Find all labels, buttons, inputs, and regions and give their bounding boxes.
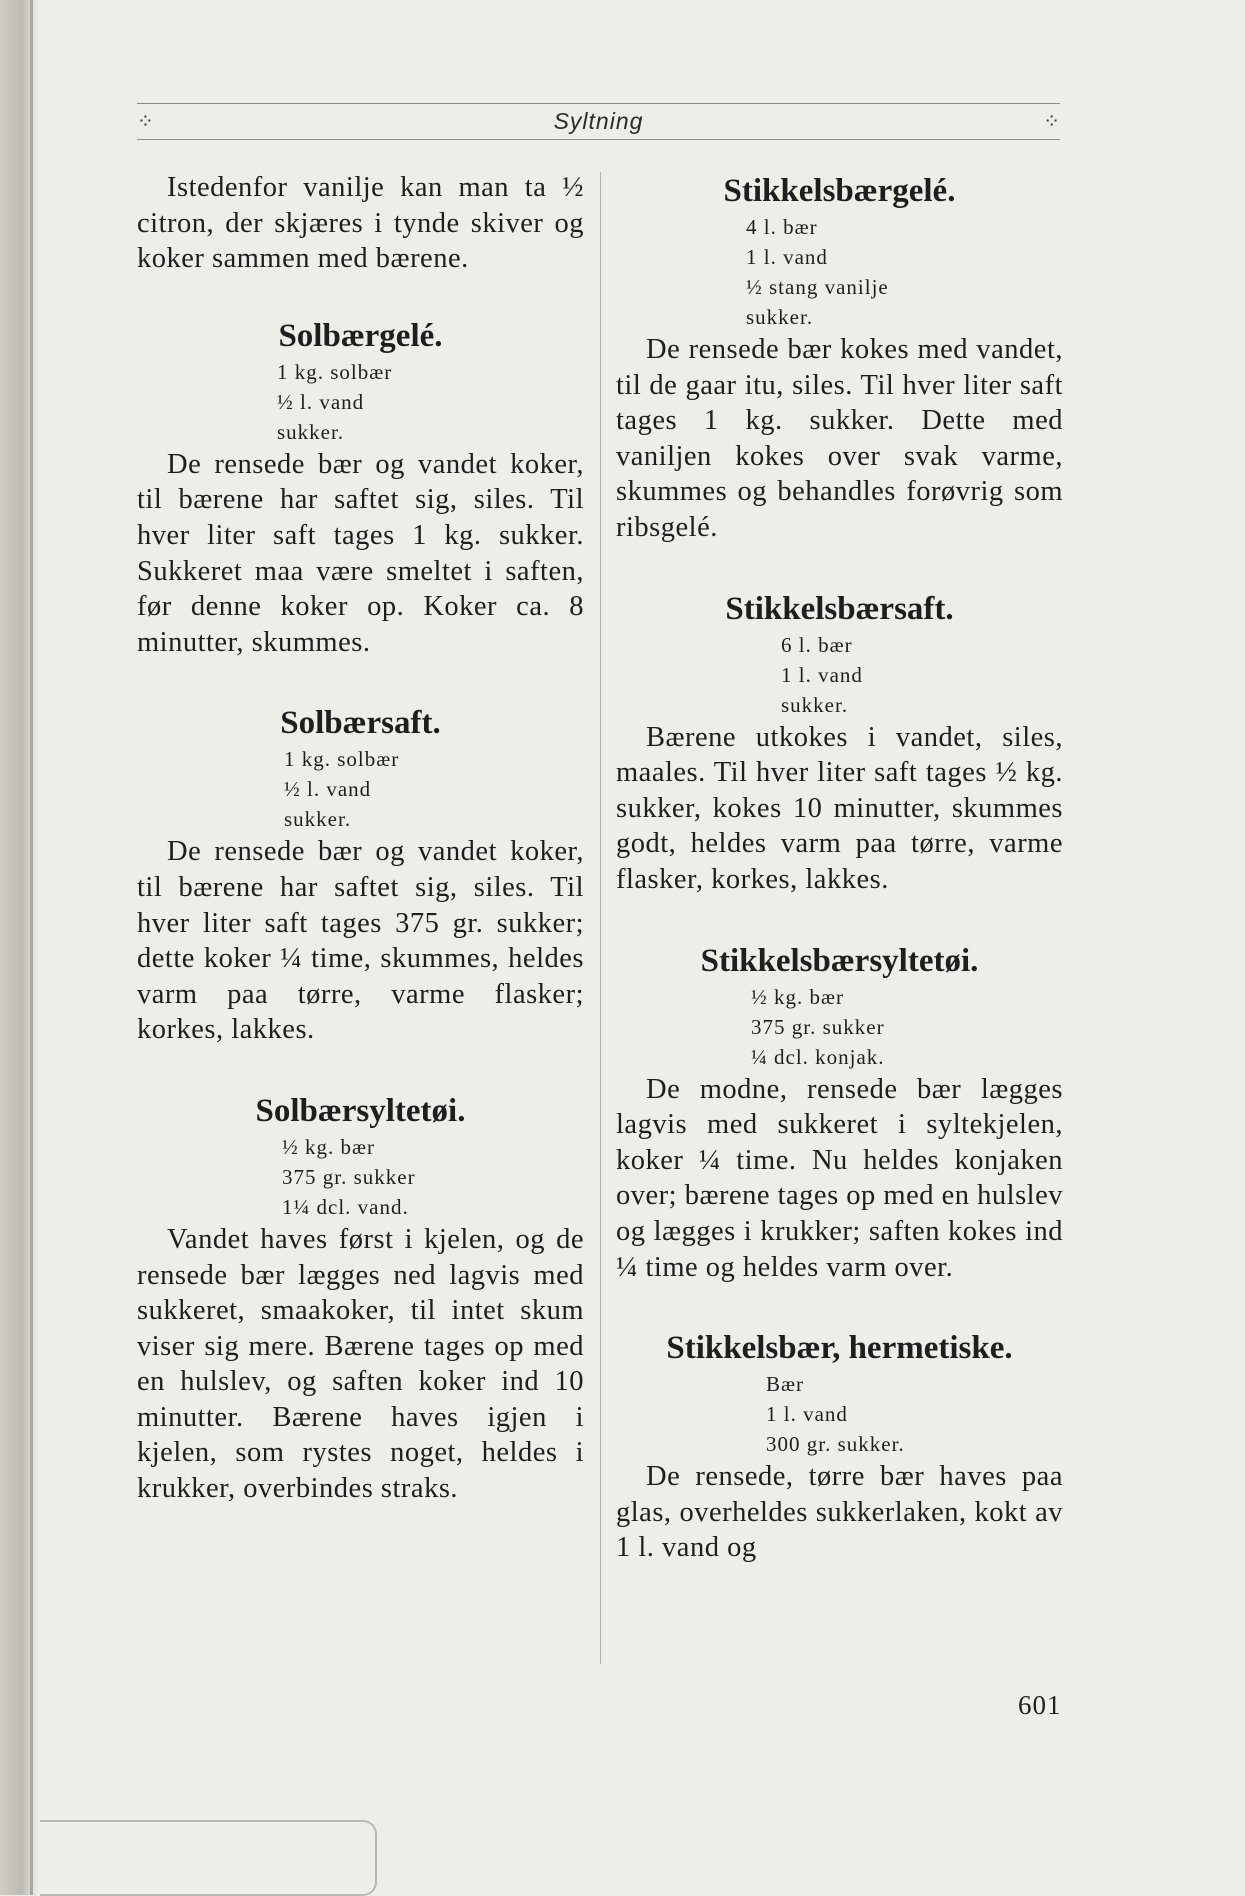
column-divider (600, 172, 601, 1664)
recipe-title: Solbærgelé. (278, 317, 443, 354)
ingredient-list (616, 1369, 1063, 1459)
ingredient-list (616, 982, 1063, 1072)
ingredient-list (137, 744, 584, 834)
recipe-title: Stikkelsbærgelé. (723, 173, 956, 209)
recipe (137, 1090, 584, 1507)
intro-paragraph: Istedenfor vanilje kan man ta ½ citron, der skjæres i tynde skiver og koker sammen med bærene. (137, 172, 584, 275)
ingredient: 375 gr. sukker (751, 1014, 885, 1039)
ingredient: 375 gr. sukker (282, 1164, 416, 1189)
ingredient: ¼ dcl. konjak. (751, 1044, 885, 1069)
ingredient: 4 l. bær (746, 215, 818, 239)
right-column (616, 170, 1063, 1566)
ingredient: ½ kg. bær (282, 1134, 375, 1159)
recipe-title: Stikkelsbærsaft. (725, 590, 954, 627)
recipe-title: Solbærsyltetøi. (255, 1092, 466, 1129)
left-column (137, 170, 584, 1507)
ingredient: ½ kg. bær (751, 984, 844, 1009)
ingredient: 1¼ dcl. vand. (282, 1194, 409, 1219)
ingredient: sukker. (277, 419, 345, 444)
ingredient: 6 l. bær (781, 632, 853, 657)
ingredient: Bær (766, 1372, 805, 1397)
ingredient: 1 l. vand (766, 1402, 848, 1427)
ingredient: 300 gr. sukker. (766, 1432, 905, 1457)
ingredient: 1 kg. solbær (277, 359, 393, 384)
ingredient: sukker. (781, 692, 849, 717)
recipe-text: De modne, rensede bær lægges lagvis med sukkeret i syltekjelen, koker ¼ time. Nu heldes konjaken over; bærene tages op med en hulslev og lægges i krukker; saften kokes ind ¼ time og heldes varm over. (616, 1073, 1063, 1283)
left-ornament-icon: ⁘ (137, 109, 154, 133)
recipe (616, 170, 1063, 546)
right-ornament-icon: ⁘ (1043, 109, 1060, 133)
page-number: 601 (1018, 1690, 1062, 1720)
header-top-rule (137, 103, 1060, 104)
running-header-title: Syltning (553, 108, 644, 134)
ingredient-list (137, 1132, 584, 1222)
ingredient: ½ l. vand (284, 777, 372, 802)
recipe (616, 588, 1063, 898)
recipe (137, 315, 584, 661)
recipe-text: De rensede bær og vandet koker, til bærene har saftet sig, siles. Til hver liter saft tages 375 gr. sukker; dette koker ¼ time, skummes, heldes varm paa tørre, varme flasker; korkes, lakkes. (137, 836, 584, 1046)
ingredient: sukker. (284, 807, 352, 832)
ingredient: ½ l. vand (277, 389, 365, 414)
ingredient: 1 l. vand (781, 662, 863, 687)
ingredient: ½ stang vanilje (746, 275, 889, 299)
running-header (137, 106, 1060, 136)
ingredient: 1 kg. solbær (284, 747, 400, 772)
binding-tab (40, 1820, 377, 1896)
recipe-text: De rensede, tørre bær haves paa glas, overheldes sukkerlaken, kokt av 1 l. vand og (616, 1461, 1063, 1564)
recipe-text: Bærene utkokes i vandet, siles, maales. Til hver liter saft tages ½ kg. sukker, kokes 10 minutter, skummes godt, heldes varm paa tørre, varme flasker, korkes, lakkes. (616, 721, 1063, 895)
recipe (137, 702, 584, 1048)
recipe-title: Stikkelsbær, hermetiske. (666, 1330, 1013, 1367)
ingredient-list (616, 630, 1063, 720)
recipe (616, 1327, 1063, 1566)
recipe-text: Vandet haves først i kjelen, og de rensede bær lægges ned lagvis med sukkeret, smaakoker, til intet skum viser sig mere. Bærene tages op med en hulslev, og saften koker ind 10 minutter. Bærene haves igjen i kjelen, som rystes noget, heldes i krukker, overbindes straks. (137, 1223, 584, 1505)
ingredient: sukker. (746, 305, 814, 329)
ingredient: 1 l. vand (746, 245, 828, 269)
header-bottom-rule (137, 139, 1060, 140)
recipe-text: De rensede bær kokes med vandet, til de gaar itu, siles. Til hver liter saft tages 1 kg. sukker. Dette med vaniljen kokes over svak varme, skummes og behandles forøvrig som ribsgelé. (616, 334, 1063, 543)
recipe-title: Solbærsaft. (280, 705, 441, 742)
binding-line (30, 0, 33, 1895)
ingredient-list (137, 357, 584, 447)
recipe (616, 940, 1063, 1286)
ingredient-list (616, 212, 1063, 332)
recipe-text: De rensede bær og vandet koker, til bærene har saftet sig, siles. Til hver liter saft tages 1 kg. sukker. Sukkeret maa være smeltet i saften, før denne koker op. Koker ca. 8 minutter, skummes. (137, 448, 584, 658)
recipe-title: Stikkelsbærsyltetøi. (700, 942, 979, 979)
